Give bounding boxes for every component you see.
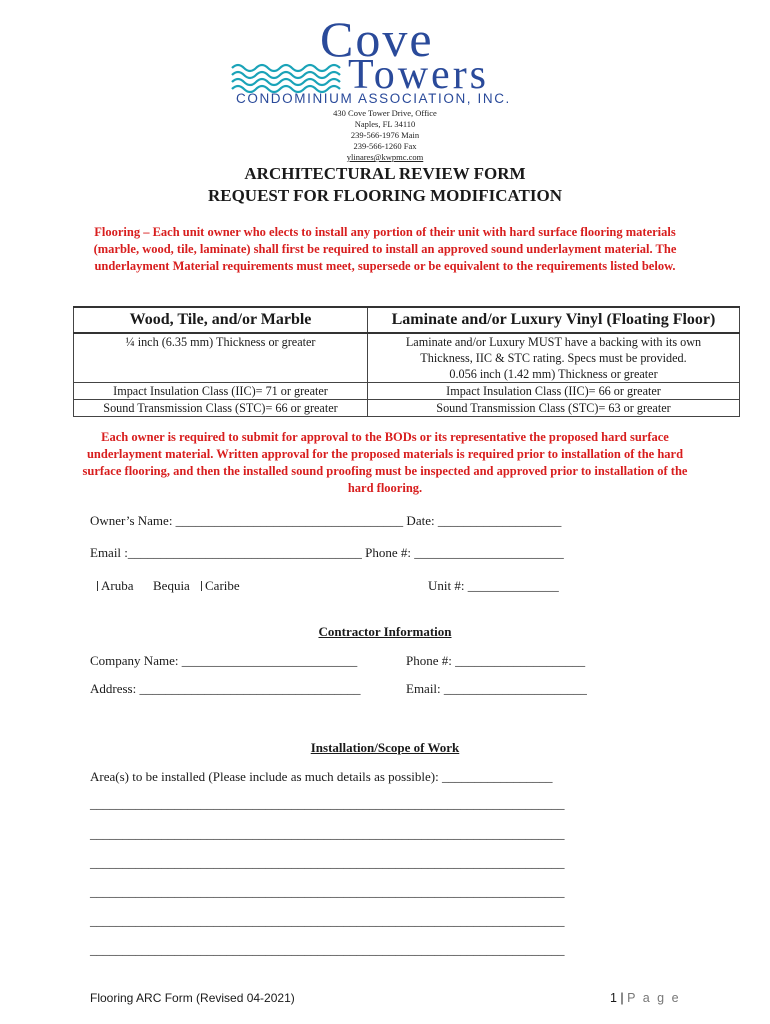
unit-number-field[interactable]: Unit #: ______________ [428,578,559,593]
contractor-address-field[interactable]: Address: __________________________________ [90,681,361,696]
checkbox-icon[interactable] [97,581,98,591]
address-street: 430 Cove Tower Drive, Office [333,108,437,118]
tower-option-bequia-label: Bequia [153,578,190,593]
requirements-table [73,306,740,417]
address-city: Naples, FL 34110 [354,119,416,129]
table-header-wood: Wood, Tile, and/or Marble [74,307,368,333]
logo-cove-text: Cove [320,11,434,67]
table-row [74,383,740,400]
laminate-stc: Sound Transmission Class (STC)= 63 or greater [368,400,740,417]
laminate-thickness: 0.056 inch (1.42 mm) Thickness or greater [449,367,658,381]
page-number: 1 [610,991,617,1005]
tower-option-caribe-label: Caribe [205,578,240,593]
table-cell [74,333,368,383]
flooring-intro-text: Flooring – Each unit owner who elects to install any portion of their unit with hard surface flooring materials (marble, wood, tile, laminate) shall first be required to install an approved sound underlayment material. The underlayment Material requirements must meet, supersede or be equivalent to the requirements listed below. [93,225,677,273]
scope-blank-line[interactable]: _________________________________________________________________________ [90,913,565,928]
tower-option-aruba-label: Aruba [101,578,134,593]
area-installed-field[interactable]: Area(s) to be installed (Please include as much details as possible): _________________ [90,769,553,784]
table-row [74,400,740,417]
address-fax: 239-566-1260 Fax [353,141,417,151]
checkbox-icon[interactable] [201,581,202,591]
laminate-iic: Impact Insulation Class (IIC)= 66 or greater [368,383,740,400]
contractor-email-field[interactable]: Email: ______________________ [406,681,587,696]
owner-name-date-field[interactable]: Owner’s Name: ___________________________________ Date: ___________________ [90,513,562,528]
contractor-phone-field[interactable]: Phone #: ____________________ [406,653,586,668]
footer-page-number [610,991,681,1005]
wood-thickness: ¼ inch (6.35 mm) Thickness or greater [125,335,316,349]
scope-blank-line[interactable]: _________________________________________________________________________ [90,796,565,811]
table-cell [368,333,740,383]
tower-option-caribe[interactable] [201,578,240,594]
company-name-field[interactable]: Company Name: ___________________________ [90,653,358,668]
footer-form-name: Flooring ARC Form (Revised 04-2021) [90,991,295,1005]
scope-heading: Installation/Scope of Work [310,740,460,755]
approval-requirement-text: Each owner is required to submit for approval to the BODs or its representative the proposed hard surface underlayment material. Written approval for the proposed materials is required prior to installation of the hard surface flooring, and then the installed sound proofing must be inspected and approved prior to installation of the hard flooring. [82,430,688,495]
page-separator: | [616,991,628,1005]
form-title-line2: REQUEST FOR FLOORING MODIFICATION [207,186,563,205]
table-header-row [74,307,740,333]
laminate-backing: Laminate and/or Luxury MUST have a backing with its own [405,335,702,349]
owner-email-phone-field[interactable]: Email :____________________________________ Phone #: _______________________ [90,545,564,560]
scope-blank-line[interactable]: _________________________________________________________________________ [90,855,565,870]
wood-stc: Sound Transmission Class (STC)= 66 or greater [74,400,368,417]
wood-iic: Impact Insulation Class (IIC)= 71 or greater [74,383,368,400]
address-main-phone: 239-566-1976 Main [350,130,420,140]
address-block [0,108,770,163]
address-email-link[interactable]: ylinares@kwpmc.com [346,152,424,162]
logo-association-text: CONDOMINIUM ASSOCIATION, INC. [236,91,511,106]
table-header-laminate: Laminate and/or Luxury Vinyl (Floating Floor) [368,307,740,333]
contractor-heading: Contractor Information [318,624,452,639]
page-word: P a g e [627,991,681,1005]
association-logo [228,11,538,109]
wave-icon [230,60,350,94]
scope-blank-line[interactable]: _________________________________________________________________________ [90,942,565,957]
scope-blank-line[interactable]: _________________________________________________________________________ [90,884,565,899]
form-title [0,163,770,207]
scope-blank-line[interactable]: _________________________________________________________________________ [90,826,565,841]
tower-option-bequia[interactable] [153,578,190,594]
tower-option-aruba[interactable] [97,578,134,594]
logo-towers-text: Towers [348,52,490,98]
table-row [74,333,740,383]
form-title-line1: ARCHITECTURAL REVIEW FORM [244,164,526,183]
laminate-specs: Thickness, IIC & STC rating. Specs must be provided. [420,351,687,365]
